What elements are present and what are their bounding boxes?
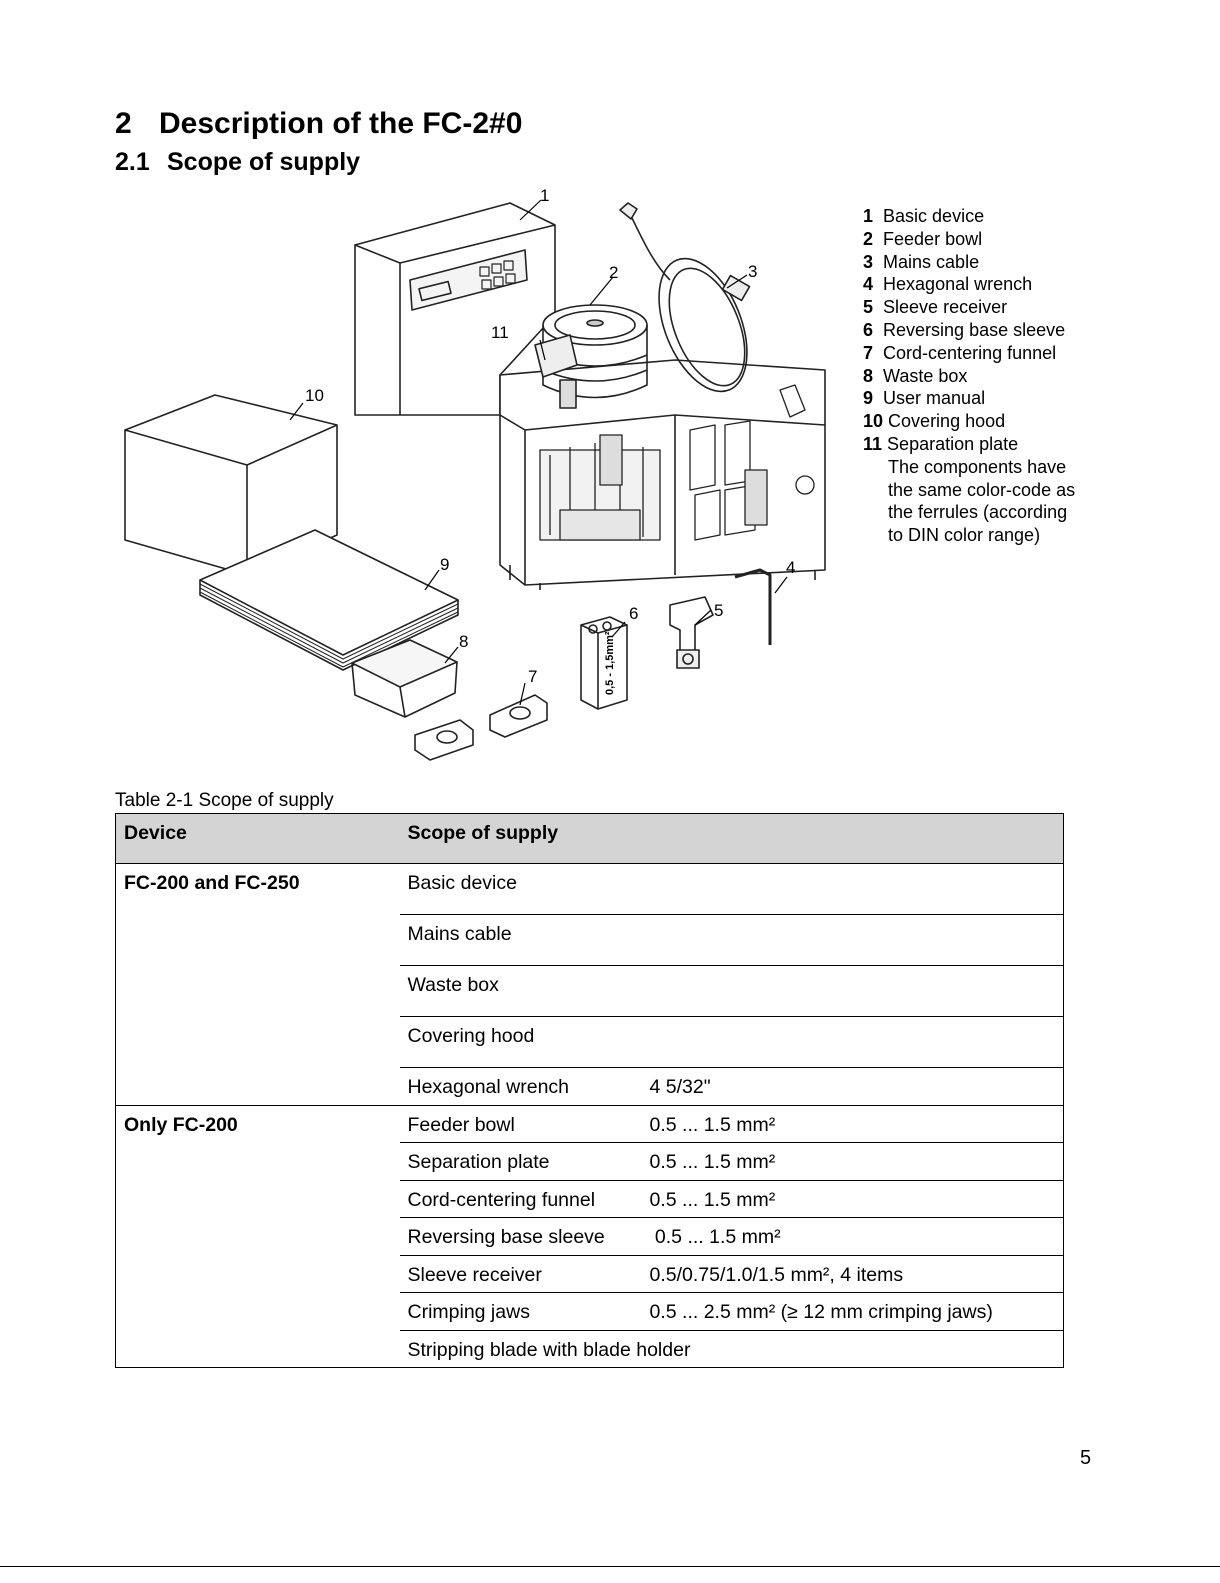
value-cell: 0.5 ... 1.5 mm² <box>650 1180 1064 1218</box>
legend-item: 6 Reversing base sleeve <box>863 319 1066 340</box>
legend-note-line: The components have <box>888 456 1067 477</box>
item-cell: Reversing base sleeve <box>400 1218 650 1256</box>
value-cell: 0.5 ... 2.5 mm² (≥ 12 mm crimping jaws) <box>650 1293 1064 1331</box>
legend-item: 11 Separation plate <box>863 433 1019 454</box>
callout-10: 10 <box>305 386 324 405</box>
section-title: Scope of supply <box>167 148 361 176</box>
legend-item: 3 Mains cable <box>863 251 980 272</box>
item-cell: Separation plate <box>400 1143 650 1181</box>
value-cell: 0.5 ... 1.5 mm² <box>650 1105 1064 1143</box>
legend-note-line: the ferrules (according <box>888 502 1068 523</box>
figure-legend <box>863 205 1075 547</box>
table-row <box>116 1105 1064 1143</box>
item-cell: Basic device <box>400 864 650 915</box>
item-cell: Sleeve receiver <box>400 1255 650 1293</box>
legend-item: 7 Cord-centering funnel <box>863 342 1057 363</box>
legend-item: 2 Feeder bowl <box>863 228 983 249</box>
scope-of-supply-table <box>115 813 1064 1368</box>
callout-5: 5 <box>714 601 724 620</box>
legend-item: 1 Basic device <box>863 206 985 226</box>
item-cell: Crimping jaws <box>400 1293 650 1331</box>
device-cell: FC-200 and FC-250 <box>116 864 400 1106</box>
table-row <box>116 864 1064 915</box>
section-number: 2.1 <box>115 148 150 176</box>
value-cell <box>650 1017 1064 1068</box>
sleeve-marking-label: 0,5 - 1,5mm² <box>604 631 616 695</box>
value-cell: 0.5 ... 1.5 mm² <box>650 1143 1064 1181</box>
value-cell <box>650 966 1064 1017</box>
callout-4: 4 <box>786 558 796 577</box>
item-cell: Hexagonal wrench <box>400 1068 650 1106</box>
page-number: 5 <box>1080 1447 1092 1469</box>
footer-rule <box>0 1566 1220 1567</box>
item-cell: Covering hood <box>400 1017 650 1068</box>
hexagonal-wrench-drawing <box>735 570 770 645</box>
callout-2: 2 <box>609 263 619 282</box>
legend-item: 5 Sleeve receiver <box>863 297 1008 318</box>
callout-1: 1 <box>540 186 550 205</box>
cord-centering-funnel-drawing <box>415 695 547 760</box>
value-cell <box>650 864 1064 915</box>
chapter-title: Description of the FC-2#0 <box>159 107 523 140</box>
sleeve-receiver-drawing <box>670 597 713 668</box>
callout-6: 6 <box>629 604 639 623</box>
callout-7: 7 <box>528 667 538 686</box>
callout-8: 8 <box>459 632 469 651</box>
section-heading <box>115 148 360 177</box>
header-device: Device <box>116 814 400 864</box>
table-caption: Table 2-1 Scope of supply <box>115 790 334 811</box>
value-cell: 0.5/0.75/1.0/1.5 mm², 4 items <box>650 1255 1064 1293</box>
item-cell: Waste box <box>400 966 650 1017</box>
table-header-row <box>116 814 1064 864</box>
callout-9: 9 <box>440 555 450 574</box>
legend-item: 4 Hexagonal wrench <box>863 274 1033 295</box>
chapter-heading <box>115 107 522 141</box>
header-scope: Scope of supply <box>400 814 1064 864</box>
callout-11: 11 <box>491 323 509 342</box>
item-cell: Cord-centering funnel <box>400 1180 650 1218</box>
legend-item: 10 Covering hood <box>863 411 1006 432</box>
chapter-number: 2 <box>115 107 132 140</box>
value-cell <box>650 915 1064 966</box>
legend-item: 8 Waste box <box>863 365 968 386</box>
scope-of-supply-illustration <box>115 185 835 775</box>
legend-item: 9 User manual <box>863 388 986 409</box>
item-cell: Feeder bowl <box>400 1105 650 1143</box>
item-cell: Mains cable <box>400 915 650 966</box>
item-cell: Stripping blade with blade holder <box>407 1338 691 1361</box>
value-cell: 0.5 ... 1.5 mm² <box>650 1218 1064 1256</box>
callout-3: 3 <box>748 262 758 281</box>
legend-note-line: to DIN color range) <box>888 525 1041 546</box>
legend-note-line: the same color-code as <box>888 479 1076 500</box>
value-cell: 4 5/32" <box>650 1068 1064 1106</box>
device-cell: Only FC-200 <box>124 1113 238 1136</box>
